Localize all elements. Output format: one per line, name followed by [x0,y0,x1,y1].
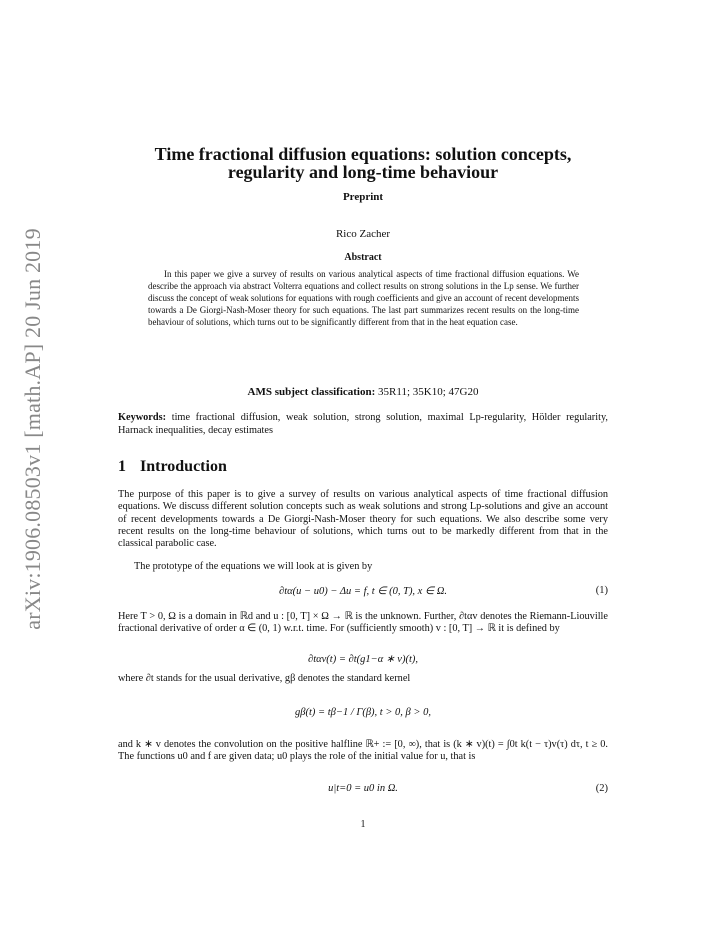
ams-label: AMS subject classification: [247,386,376,398]
paper-title [118,145,608,181]
ams-classification [118,386,608,398]
section-heading [118,458,227,476]
equation-standard-kernel: gβ(t) = tβ−1 / Γ(β), t > 0, β > 0, [294,707,431,718]
ams-codes: 35R11; 35K10; 47G20 [375,386,479,398]
preprint-label: Preprint [342,191,384,203]
abstract-heading: Abstract [344,252,382,263]
arxiv-identifier-sidebar [18,214,48,644]
section-number: 1 [118,458,126,475]
equation-2 [118,783,608,794]
intro-paragraph-5: and k ∗ v denotes the convolution on the positive halfline ℝ+ := [0, ∞), that is (k ∗ v)(t) = ∫0t k(t − τ)v(τ) dτ, t ≥ 0. The functions u0 and f are given data; u0 plays the role of the initial value for u, that is [118,739,608,763]
arxiv-identifier: arXiv:1906.08503v1 [math.AP] 20 Jun 2019 [20,228,45,630]
equation-2-body: u|t=0 = u0 in Ω. [328,783,398,794]
equation-1-body: ∂tα(u − u0) − Δu = f, t ∈ (0, T), x ∈ Ω. [279,586,447,597]
keywords-label: Keywords: [118,412,167,423]
keywords-text: time fractional diffusion, weak solution, strong solution, maximal Lp-regularity, Hölder regularity, Harnack inequalities, decay estimates [118,412,608,437]
title-line-2: regularity and long-time behaviour [227,162,499,182]
author-name: Rico Zacher [335,228,391,240]
intro-paragraph-3: Here T > 0, Ω is a domain in ℝd and u : [0, T] × Ω → ℝ is the unknown. Further, ∂tαv denotes the Riemann-Liouville fractional derivative of order α ∈ (0, 1) w.r.t. time. For (sufficiently smooth) v : [0, T] → ℝ it is defined by [118,611,608,635]
abstract-text: In this paper we give a survey of results on various analytical aspects of time fractional diffusion equations. We describe the approach via abstract Volterra equations and collect results on strong solutions in the Lp sense. We further discuss the concept of weak solutions for equations with rough coefficients and give an account of recent developments towards a De Giorgi-Nash-Moser theory for such equations. The last part summarizes recent results on the long-time behaviour of solutions, which turns out to be significantly different from that in the heat equation case. [148,269,579,328]
intro-paragraph-2: The prototype of the equations we will look at is given by [134,561,373,572]
equation-2-number: (2) [595,783,608,794]
equation-riemann-liouville: ∂tαv(t) = ∂t(g1−α ∗ v)(t), [308,654,418,665]
intro-paragraph-1: The purpose of this paper is to give a survey of results on various analytical aspects of time fractional diffusion equations. We discuss different solution concepts such as weak solutions and strong Lp-solutions and give an account of recent developments towards a De Giorgi-Nash-Moser theory for such equations. We also describe some very recent results on the long-time behaviour of solutions, which turns out to be markedly different from that in the classical parabolic case. [118,489,608,550]
title-line-1: Time fractional diffusion equations: solution concepts, [154,144,572,164]
section-title: Introduction [140,458,227,475]
keywords [118,411,608,438]
equation-1 [118,585,608,597]
intro-paragraph-4: where ∂t stands for the usual derivative, gβ denotes the standard kernel [118,673,411,684]
page-number: 1 [360,819,366,830]
equation-1-number: (1) [595,585,608,596]
